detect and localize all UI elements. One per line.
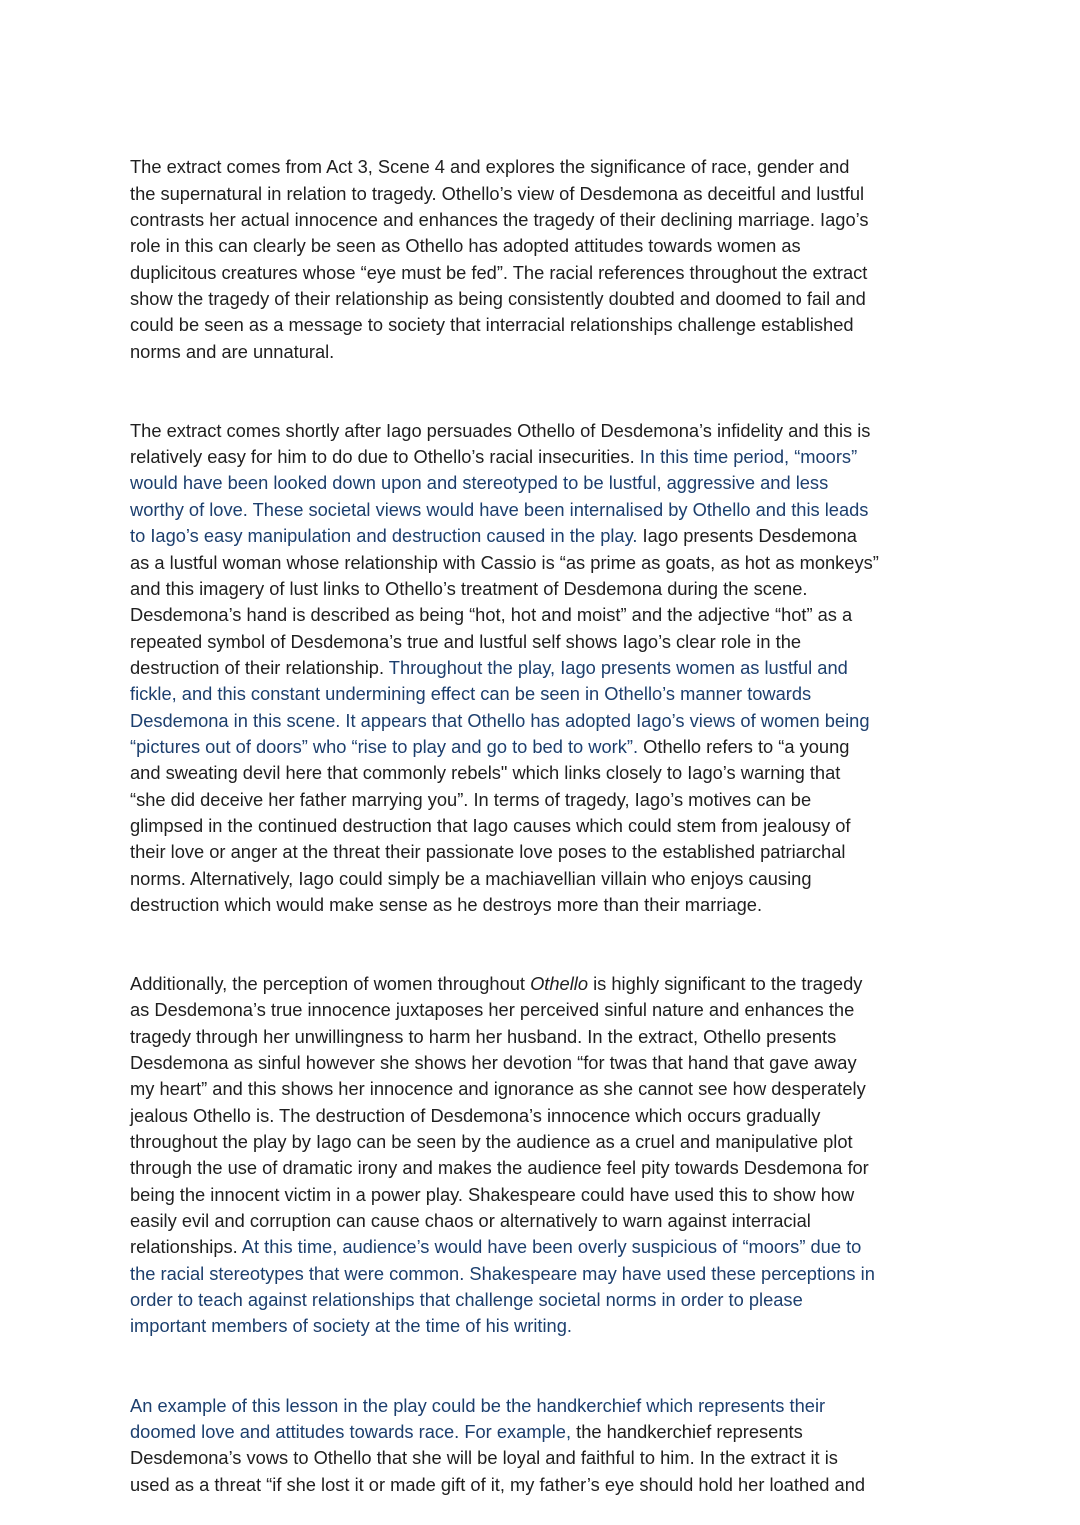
- highlighted-text-run: In this time period, “moors” would have been looked down upon and stereotyped to be lustful, aggressive and less worthy of love. These societal views would have been internalised by Othello and this leads to Iago’s easy manipulation and destruction caused in the play.: [130, 446, 869, 547]
- text-run: Othello refers to “a young and sweating devil here that commonly rebels" which links closely to Iago’s warning that “she did deceive her father marrying you”. In terms of tragedy, Iago’s motives can be glimpsed in the continued destruction that Iago causes which could stem from jealousy of their love or anger at the threat their passionate love poses to the established patriarchal norms. Alternatively, Iago could simply be a machiavellian villain who enjoys causing destruction which would make sense as he destroys more than their marriage.: [130, 735, 851, 915]
- document-page: [130, 128, 952, 1524]
- paragraph-3: [130, 945, 952, 1340]
- highlighted-text-run: Throughout the play, Iago presents women as lustful and fickle, and this constant undermining effect can be seen in Othello’s manner towards Desdemona in this scene. It appears that Othello has adopted Iago’s views of women being “pictures out of doors” who “rise to play and go to bed to work”.: [130, 656, 870, 757]
- paragraph-4: [130, 1366, 952, 1498]
- text-run: is highly significant to the tragedy as Desdemona’s true innocence juxtaposes her perceived sinful nature and enhances the tragedy through her unwillingness to harm her husband. In the extract, Othello presents Desdemona as sinful however she shows her devotion “for twas that hand that gave away my heart” and this shows her innocence and ignorance as she cannot see how desperately jealous Othello is. The destruction of Desdemona’s innocence which occurs gradually throughout the play by Iago can be seen by the audience as a cruel and manipulative plot through the use of dramatic irony and makes the audience feel pity towards Desdemona for being the innocent victim in a power play. Shakespeare could have used this to show how easily evil and corruption can cause chaos or alternatively to warn against interracial relationships.: [130, 973, 869, 1258]
- highlighted-text-run: An example of this lesson in the play could be the handkerchief which represents their doomed love and attitudes towards race. For example,: [130, 1394, 826, 1442]
- paragraph-2: [130, 391, 952, 918]
- paragraph-1: [130, 128, 952, 365]
- text-run: The extract comes shortly after Iago persuades Othello of Desdemona’s infidelity and this is relatively easy for him to do due to Othello’s racial insecurities.: [130, 419, 871, 468]
- highlighted-text-run: At this time, audience’s would have been overly suspicious of “moors” due to the racial stereotypes that were common. Shakespeare may have used these perceptions in order to teach against relationships that challenge societal norms in order to please important members of society at the time of his writing.: [130, 1236, 875, 1337]
- text-run: the handkerchief represents Desdemona’s vows to Othello that she will be loyal and faithful to him. In the extract it is used as a threat “if she lost it or made gift of it, my father’s eye should hold her loathed and: [130, 1420, 866, 1495]
- text-run: Additionally, the perception of women throughout: [130, 973, 531, 994]
- play-title-italic: Othello: [530, 973, 589, 994]
- text-run: Iago presents Desdemona as a lustful woman whose relationship with Cassio is “as prime as goats, as hot as monkeys” and this imagery of lust links to Othello’s treatment of Desdemona during the scene. Desdemona’s hand is described as being “hot, hot and moist” and the adjective “hot” as a repeated symbol of Desdemona’s true and lustful self shows Iago’s clear role in the destruction of their relationship.: [130, 525, 879, 678]
- text-run: The extract comes from Act 3, Scene 4 and explores the significance of race, gender and the supernatural in relation to tragedy. Othello’s view of Desdemona as deceitful and lustful contrasts her actual innocence and enhances the tragedy of their declining marriage. Iago’s role in this can clearly be seen as Othello has adopted attitudes towards women as duplicitous creatures whose “eye must be fed”. The racial references throughout the extract show the tragedy of their relationship as being consistently doubted and doomed to fail and could be seen as a message to society that interracial relationships challenge established norms and are unnatural.: [130, 156, 869, 362]
